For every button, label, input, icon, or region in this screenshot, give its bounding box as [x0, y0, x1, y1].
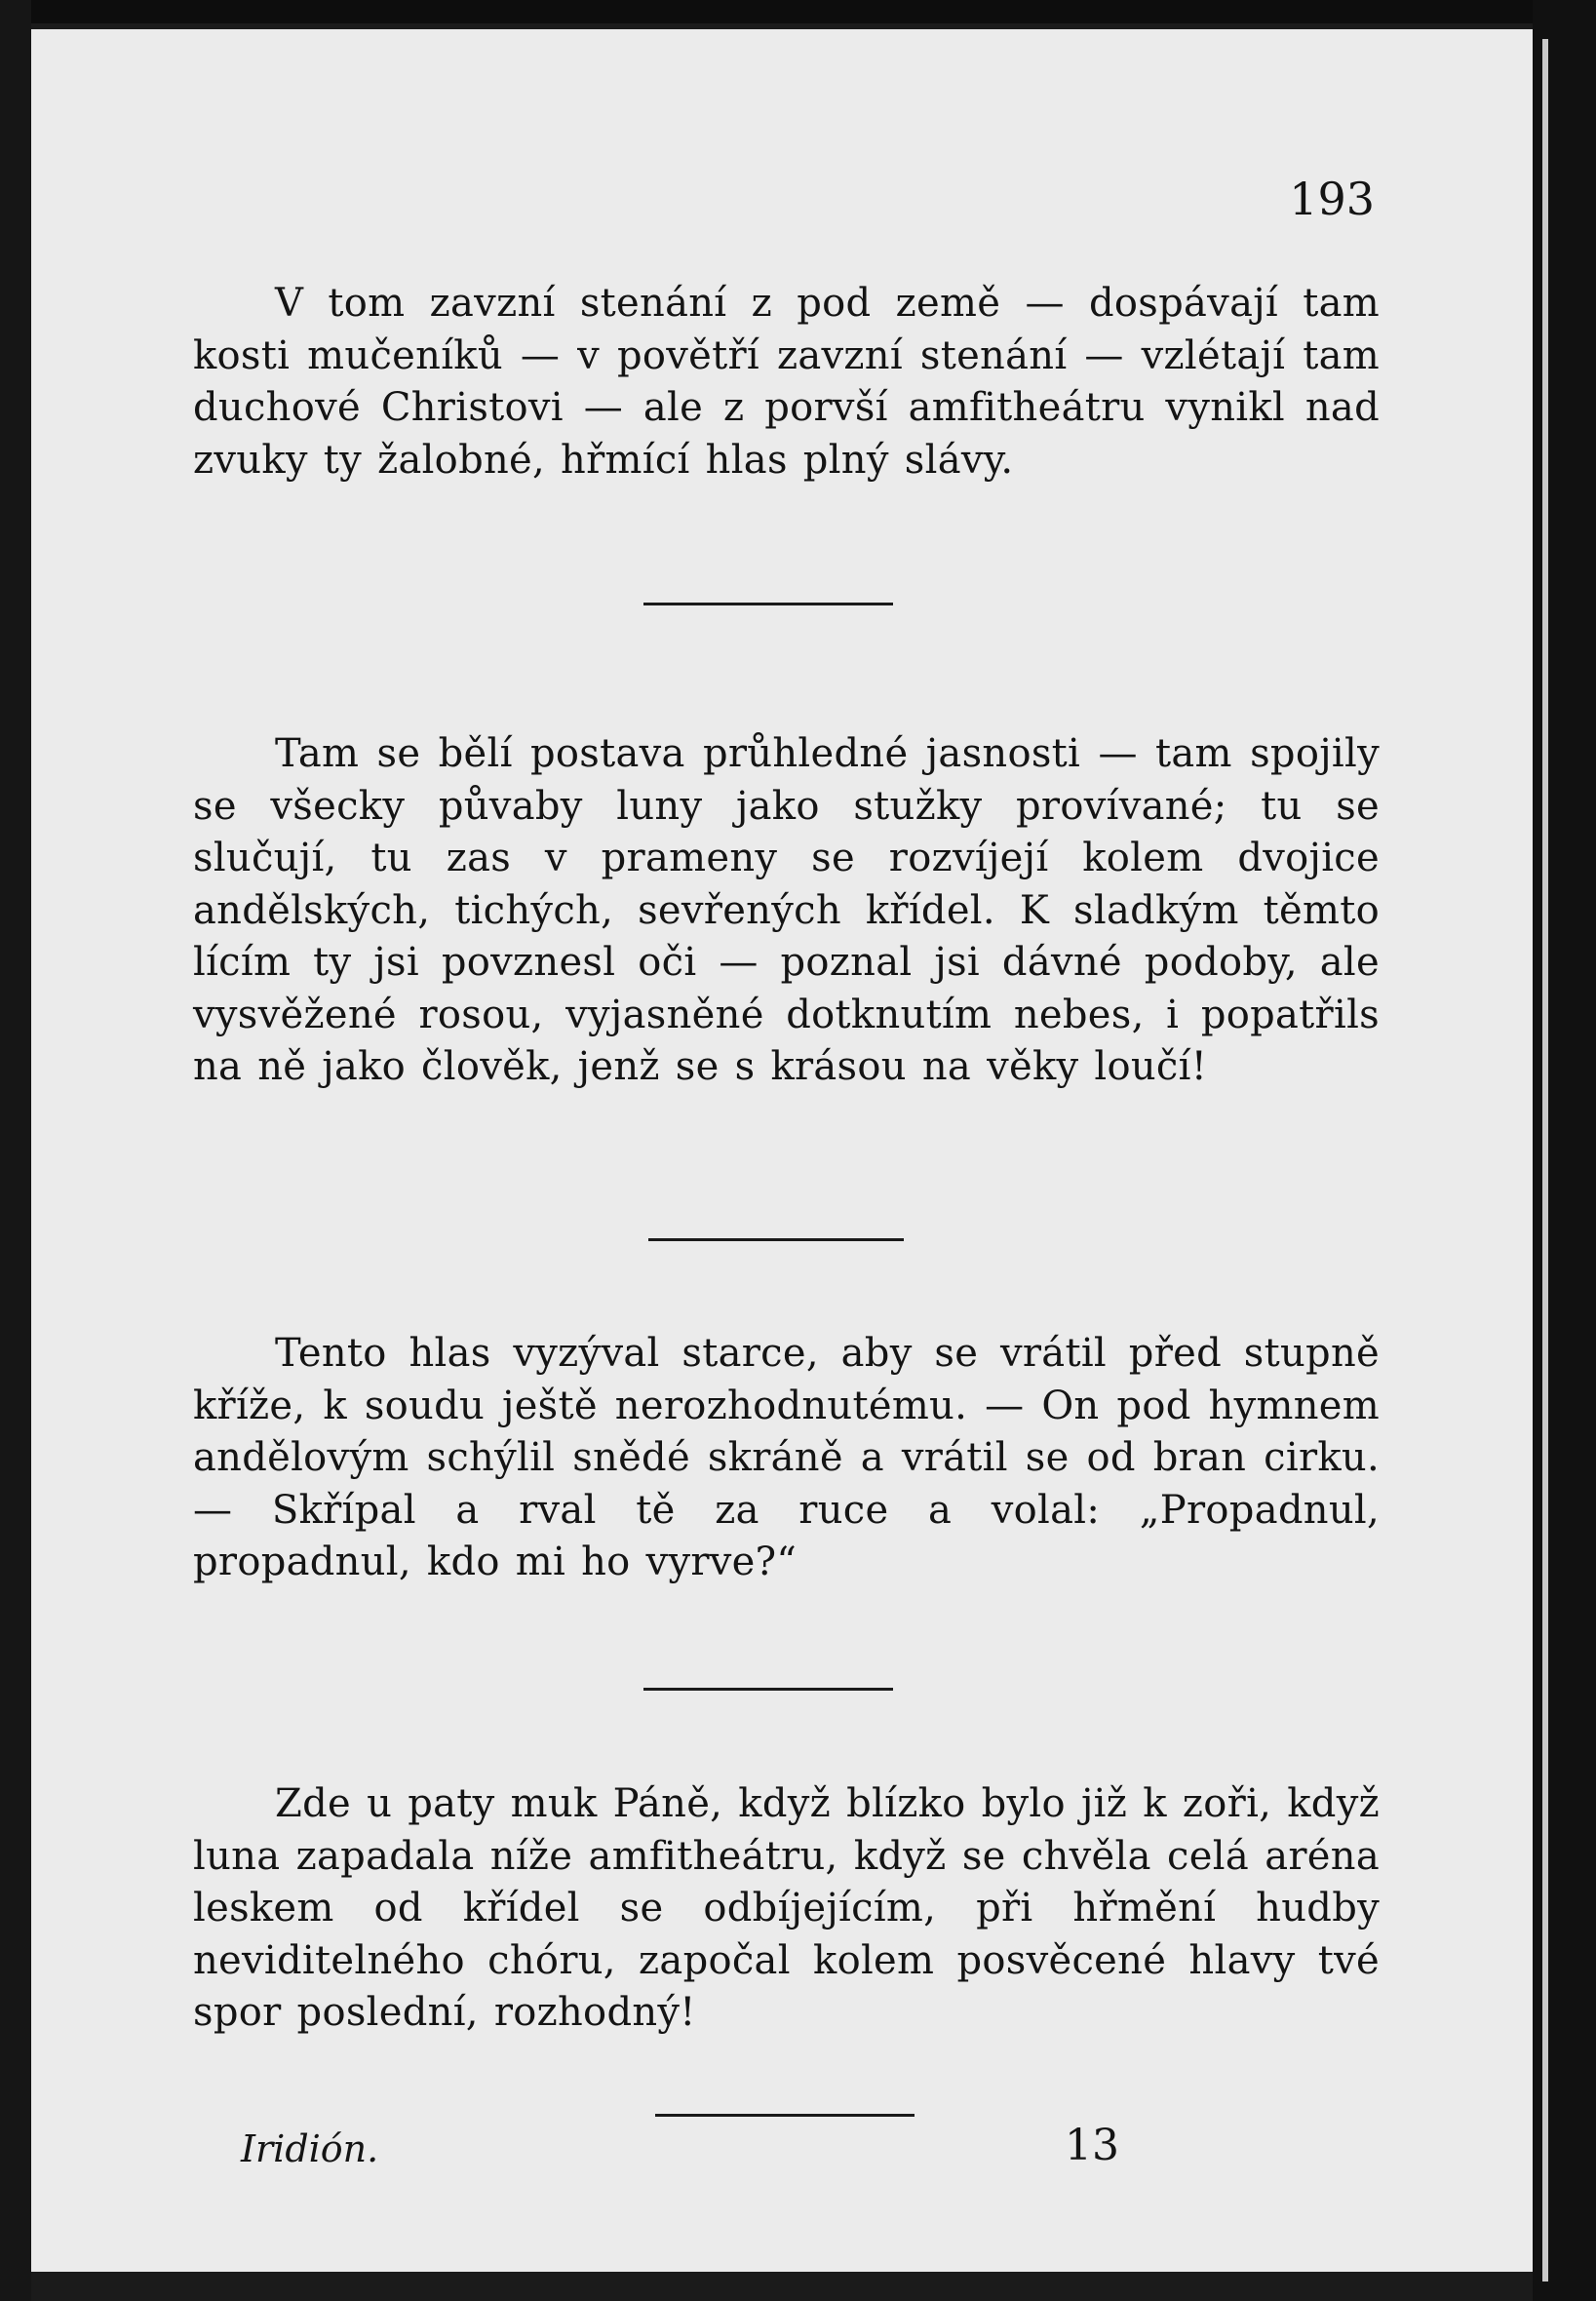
paragraph: Tam se bělí postava průhledné jasnosti — tam spojily se všecky půvaby luny jako stužky provívané; tu se slučují, tu zas v prameny se rozvíjejí kolem dvojice andělských, tichých, sevřených křídel. K sladkým těmto lícím ty jsi povznesl oči — poznal jsi dávné podoby, ale vysvěžené rosou, vyjasněné dotknutím nebes, i popatřils na ně jako člověk, jenž se s krásou na věky loučí!: [193, 731, 1380, 1089]
page-number: 193: [1289, 173, 1375, 225]
next-page-edge: [1542, 39, 1548, 2282]
scan-top-edge: [0, 0, 1596, 23]
footer-book-title: Iridión.: [241, 2127, 379, 2170]
section-divider: [643, 1688, 893, 1691]
paragraph: Zde u paty muk Páně, když blízko bylo již k zoři, když luna zapadala níže amfitheátru, když se chvěla celá aréna leskem od křídel se odbíjejícím, při hřmění hudby neviditelného chóru, započal kolem posvěcené hlavy tvé spor poslední, rozhodný!: [193, 1781, 1380, 2035]
footer-signature-mark: 13: [1065, 2121, 1119, 2170]
section-divider: [643, 603, 893, 605]
section-divider: [655, 2114, 915, 2117]
section-divider: [648, 1238, 904, 1241]
scan-left-edge: [0, 0, 31, 2301]
paragraph: Tento hlas vyzýval starce, aby se vrátil před stupně kříže, k soudu ještě nerozhodnutému. — On pod hymnem andělovým schýlil snědé skráně a vrátil se od bran cirku. — Skřípal a rval tě za ruce a volal: „Propadnul, propadnul, kdo mi ho vyrve?“: [193, 1331, 1380, 1584]
book-page: [31, 29, 1533, 2272]
paragraph: V tom zavzní stenání z pod země — dospávají tam kosti mučeníků — v povětří zavzní stenání — vzlétají tam duchové Christovi — ale z porvší amfitheátru vynikl nad zvuky ty žalobné, hřmící hlas plný slávy.: [193, 281, 1380, 483]
